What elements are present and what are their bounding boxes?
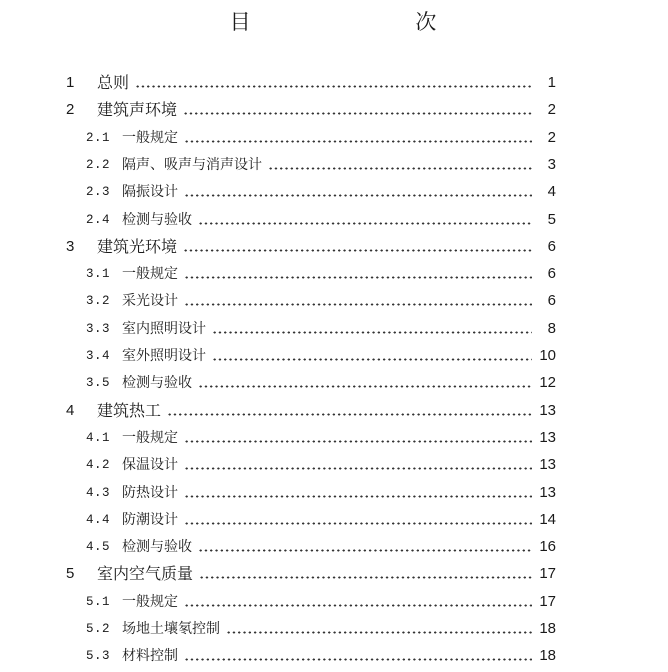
- toc-entry-label: 检测与验收: [122, 375, 192, 392]
- toc-entry-label: 检测与验收: [122, 211, 192, 228]
- toc-entry-page: 4: [547, 183, 556, 201]
- toc-entry-page: 13: [539, 401, 556, 419]
- toc-entry-page: 16: [539, 538, 556, 556]
- toc-entry[interactable]: [0, 425, 668, 451]
- toc-leader-dots: [184, 495, 532, 498]
- toc-leader-dots: [184, 604, 532, 607]
- toc-leader-dots: [199, 576, 532, 579]
- toc-entry-number: 1: [66, 74, 75, 91]
- toc-leader-dots: [184, 303, 532, 306]
- toc-entry-label: 室内空气质量: [97, 564, 194, 584]
- toc-entry-number: 3.5: [86, 376, 111, 391]
- toc-leader-dots: [167, 413, 532, 416]
- toc-entry-page: 6: [547, 292, 556, 310]
- toc-entry[interactable]: [0, 398, 668, 424]
- toc-entry[interactable]: [0, 207, 668, 233]
- toc-entry-label: 防热设计: [122, 484, 178, 501]
- toc-entry-number: 2.3: [86, 185, 111, 200]
- toc-entry-page: 18: [539, 620, 556, 637]
- toc-entry[interactable]: [0, 589, 668, 615]
- toc-leader-dots: [268, 167, 532, 170]
- toc-entry[interactable]: [0, 616, 668, 642]
- toc-entry[interactable]: [0, 643, 668, 669]
- toc-entry-page: 8: [547, 319, 556, 337]
- toc-entry-number: 5.3: [86, 649, 111, 664]
- toc-entry-number: 4: [66, 401, 75, 419]
- toc-entry[interactable]: [0, 452, 668, 478]
- toc-entry-page: 3: [547, 155, 556, 173]
- toc-entry-label: 室外照明设计: [122, 348, 206, 364]
- toc-entry-label: 总则: [97, 73, 130, 92]
- toc-entry-page: 17: [539, 592, 556, 610]
- toc-entry-label: 建筑光环境: [97, 236, 178, 256]
- toc-entry[interactable]: [0, 507, 668, 533]
- toc-leader-dots: [184, 658, 532, 661]
- toc-entry-page: 17: [539, 565, 556, 583]
- toc-entry[interactable]: [0, 97, 668, 123]
- toc-entry-page: 13: [539, 456, 556, 474]
- toc-leader-dots: [183, 249, 532, 252]
- toc-entry-label: 一般规定: [122, 129, 178, 146]
- toc-entry-label: 检测与验收: [122, 539, 192, 556]
- toc-entry-number: 2.1: [86, 130, 111, 145]
- toc-entry[interactable]: [0, 561, 668, 587]
- toc-leader-dots: [184, 440, 532, 443]
- toc-leader-dots: [183, 112, 532, 115]
- toc-leader-dots: [184, 467, 532, 470]
- toc-entry-label: 隔振设计: [122, 184, 178, 201]
- toc-entry-number: 5.2: [86, 622, 111, 636]
- toc-leader-dots: [212, 358, 532, 361]
- toc-entry-number: 4.3: [86, 485, 111, 500]
- toc-entry-number: 3: [66, 237, 75, 255]
- toc-entry-number: 3.2: [86, 294, 111, 309]
- toc-entry-page: 18: [539, 647, 556, 665]
- toc-entry-label: 室内照明设计: [122, 320, 206, 337]
- toc-entry-number: 4.2: [86, 458, 111, 473]
- toc-leader-dots: [135, 85, 532, 88]
- toc-entry[interactable]: [0, 316, 668, 342]
- toc-entry-label: 建筑热工: [97, 400, 162, 420]
- page-title: 目 次: [229, 10, 439, 34]
- toc-entry-number: 3.1: [86, 267, 111, 282]
- toc-entry-label: 一般规定: [122, 429, 178, 446]
- toc-entry[interactable]: [0, 480, 668, 506]
- toc-entry-label: 防潮设计: [122, 511, 178, 528]
- toc-entry[interactable]: [0, 261, 668, 287]
- toc-entry-number: 5: [66, 565, 75, 583]
- toc-entry-label: 采光设计: [122, 293, 178, 310]
- toc-entry-number: 4.1: [86, 430, 111, 445]
- toc-entry-number: 3.3: [86, 321, 111, 336]
- toc-entry-page: 13: [539, 428, 556, 446]
- toc-entry[interactable]: [0, 343, 668, 369]
- toc-entry-number: 4.4: [86, 512, 111, 527]
- toc-entry[interactable]: [0, 179, 668, 205]
- toc-leader-dots: [184, 276, 532, 279]
- toc-leader-dots: [184, 140, 532, 143]
- toc-entry-page: 5: [547, 210, 556, 228]
- toc-entry-number: 2.2: [86, 157, 111, 172]
- toc-entry[interactable]: [0, 70, 668, 96]
- toc-entry[interactable]: [0, 152, 668, 178]
- toc-entry-page: 2: [547, 128, 556, 146]
- toc-entry[interactable]: [0, 234, 668, 260]
- toc-entry-page: 13: [539, 483, 556, 501]
- toc-entry-page: 14: [539, 510, 556, 528]
- toc-entry-label: 保温设计: [122, 457, 178, 474]
- toc-entry-number: 2.4: [86, 212, 111, 227]
- toc-entry-page: 6: [547, 265, 556, 283]
- toc-leader-dots: [198, 549, 532, 552]
- toc-entry-label: 场地土壤氡控制: [122, 621, 220, 637]
- toc-entry-number: 3.4: [86, 349, 111, 363]
- toc-entry[interactable]: [0, 125, 668, 151]
- toc-leader-dots: [184, 194, 532, 197]
- toc-entry-page: 1: [547, 74, 556, 91]
- toc-entry-page: 2: [547, 101, 556, 119]
- toc-leader-dots: [212, 331, 532, 334]
- toc-entry-label: 一般规定: [122, 593, 178, 610]
- toc-entry-label: 一般规定: [122, 266, 178, 283]
- toc-entry-number: 5.1: [86, 594, 111, 609]
- toc-entry-number: 2: [66, 101, 75, 119]
- toc-entry-number: 4.5: [86, 540, 111, 555]
- toc-entry-label: 材料控制: [122, 648, 178, 665]
- toc-entry-page: 10: [539, 347, 556, 364]
- toc-leader-dots: [198, 222, 532, 225]
- toc-entry[interactable]: [0, 534, 668, 560]
- toc-leader-dots: [184, 522, 532, 525]
- toc-leader-dots: [198, 385, 532, 388]
- toc-entry-page: 6: [547, 237, 556, 255]
- toc-entry[interactable]: [0, 288, 668, 314]
- toc-entry-page: 12: [539, 374, 556, 392]
- toc-entry-label: 隔声、吸声与消声设计: [122, 156, 262, 173]
- toc-entry[interactable]: [0, 370, 668, 396]
- toc-leader-dots: [226, 631, 532, 634]
- toc-entry-label: 建筑声环境: [97, 100, 178, 120]
